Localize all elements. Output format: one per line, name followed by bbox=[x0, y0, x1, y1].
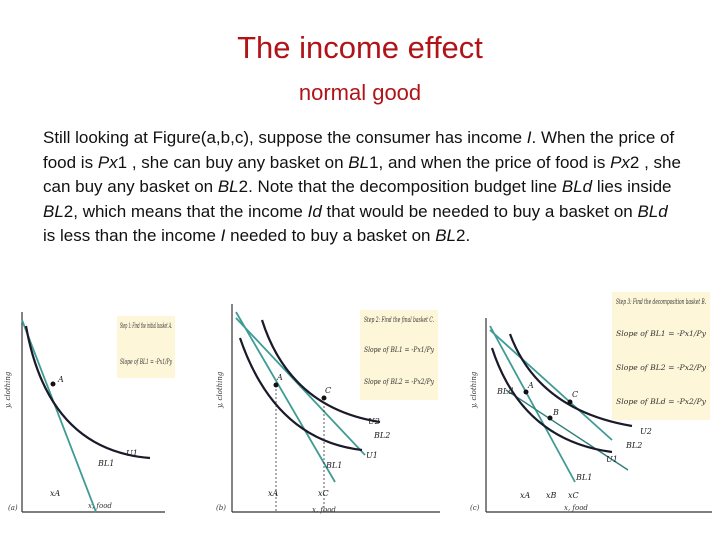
panel-c-label-c: C bbox=[572, 390, 579, 399]
panel-a-tick-xa: xA bbox=[50, 489, 61, 498]
paragraph-italic-run: Id bbox=[307, 201, 322, 221]
paragraph-italic-run: Px bbox=[610, 152, 630, 172]
paragraph-italic-run: BL bbox=[43, 201, 64, 221]
panel-b-tick-xa: xA bbox=[268, 489, 279, 498]
panel-b-y-label: y, clothing bbox=[216, 371, 224, 408]
panel-b bbox=[216, 304, 440, 514]
panel-c bbox=[470, 292, 712, 512]
panel-c-label-b: B bbox=[553, 408, 559, 417]
panel-b-letter: (b) bbox=[216, 504, 226, 512]
panel-a-budget-line bbox=[22, 320, 96, 512]
paragraph-run: 2, which means that the income bbox=[63, 201, 308, 221]
panel-c-point-b bbox=[548, 416, 553, 421]
panel-b-slope1: Slope of BL1 = -Px1/Py bbox=[364, 346, 435, 354]
paragraph-run: 1, and when the price of food is bbox=[369, 152, 611, 172]
panel-c-label-u2: U2 bbox=[640, 427, 652, 436]
panel-c-tick-xa: xA bbox=[520, 491, 531, 500]
body-paragraph bbox=[43, 126, 683, 249]
paragraph-italic-run: BLd bbox=[637, 201, 668, 221]
panel-c-x-label: x, food bbox=[564, 504, 588, 512]
panel-c-label-bl1: BL1 bbox=[576, 473, 593, 482]
panel-c-tick-xb: xB bbox=[546, 491, 557, 500]
panel-a-label-a: A bbox=[58, 375, 64, 384]
paragraph-run: that would be needed to buy a basket on bbox=[321, 201, 638, 221]
panel-b-tick-xc: xC bbox=[318, 489, 329, 498]
panel-b-point-c bbox=[322, 396, 327, 401]
paragraph-run: 2. bbox=[456, 226, 471, 245]
paragraph-run: 2 , she can buy any basket on bbox=[43, 152, 681, 196]
panel-b-label-bl2: BL2 bbox=[374, 431, 391, 440]
panel-b-x-label: x, food bbox=[312, 506, 336, 514]
paragraph-run: needed to buy a basket on bbox=[225, 226, 436, 245]
panel-a-point-a bbox=[51, 382, 56, 387]
panel-a-label-u1: U1 bbox=[126, 449, 138, 458]
paragraph-italic-run: BLd bbox=[561, 177, 593, 196]
panel-a-step-title: Step 1: Find the initial basket A. bbox=[120, 322, 172, 330]
panel-c-y-label: y, clothing bbox=[470, 371, 478, 408]
panel-b-point-a bbox=[274, 383, 279, 388]
paragraph-italic-run: Px bbox=[97, 152, 118, 172]
paragraph-run: 2. Note that the decomposition budget line bbox=[238, 177, 562, 196]
panel-c-label-bl2: BL2 bbox=[626, 441, 643, 450]
panel-b-label-a: A bbox=[277, 373, 283, 382]
panel-c-step-title: Step 3: Find the decomposition basket B. bbox=[616, 298, 706, 306]
panel-b-label-bl1: BL1 bbox=[326, 461, 343, 470]
panel-c-slope1: Slope of BL1 = -Px1/Py bbox=[616, 330, 708, 338]
panel-b-label-u1: U1 bbox=[366, 451, 378, 460]
slide-subtitle: normal good bbox=[298, 80, 422, 105]
paragraph-italic-run: BL bbox=[348, 152, 370, 172]
panel-c-tick-xc: xC bbox=[568, 491, 579, 500]
paragraph-run: lies inside bbox=[592, 177, 672, 196]
panel-c-budget-line-1 bbox=[490, 326, 575, 482]
paragraph-italic-run: I bbox=[220, 226, 226, 245]
panel-c-point-a bbox=[524, 390, 529, 395]
figures-svg bbox=[0, 290, 720, 540]
panel-b-slope2: Slope of BL2 = -Px2/Py bbox=[364, 378, 435, 386]
paragraph-run: is less than the income bbox=[43, 226, 221, 245]
panel-b-budget-line-2 bbox=[236, 318, 365, 455]
panel-c-label-a: A bbox=[528, 381, 534, 390]
panel-c-point-c bbox=[568, 400, 573, 405]
paragraph-run: . When the price of food is bbox=[43, 128, 675, 172]
panel-c-slope2: Slope of BL2 = -Px2/Py bbox=[616, 364, 708, 372]
panel-a-label-bl1: BL1 bbox=[98, 459, 115, 468]
panel-a-y-label: y, clothing bbox=[4, 371, 12, 408]
panel-c-letter: (c) bbox=[470, 504, 480, 512]
panel-b-step-title: Step 2: Find the final basket C. bbox=[364, 316, 434, 324]
paragraph-run: Still looking at Figure(a,b,c), suppose the consumer has income bbox=[43, 128, 527, 147]
panel-a-letter: (a) bbox=[8, 504, 18, 512]
panel-b-label-c: C bbox=[325, 386, 332, 395]
paragraph-italic-run: I bbox=[526, 128, 532, 147]
panel-b-label-u2: U2 bbox=[368, 417, 380, 426]
paragraph-italic-run: BL bbox=[217, 177, 239, 196]
paragraph-italic-run: BL bbox=[435, 226, 457, 245]
panel-a-slope-text: Slope of BL1 = -Px1/Py bbox=[120, 358, 173, 366]
panel-c-slope3: Slope of BLd = -Px2/Py bbox=[616, 398, 708, 406]
paragraph-run: 1 , she can buy any basket on bbox=[117, 152, 349, 172]
figure-panels bbox=[0, 290, 720, 540]
panel-a-x-label: x, food bbox=[88, 502, 112, 510]
panel-b-budget-line-1 bbox=[236, 312, 335, 482]
panel-c-label-bld: BLd bbox=[497, 387, 514, 396]
panel-c-label-u1: U1 bbox=[606, 455, 618, 464]
slide-title: The income effect bbox=[237, 30, 483, 65]
panel-a bbox=[4, 312, 175, 512]
